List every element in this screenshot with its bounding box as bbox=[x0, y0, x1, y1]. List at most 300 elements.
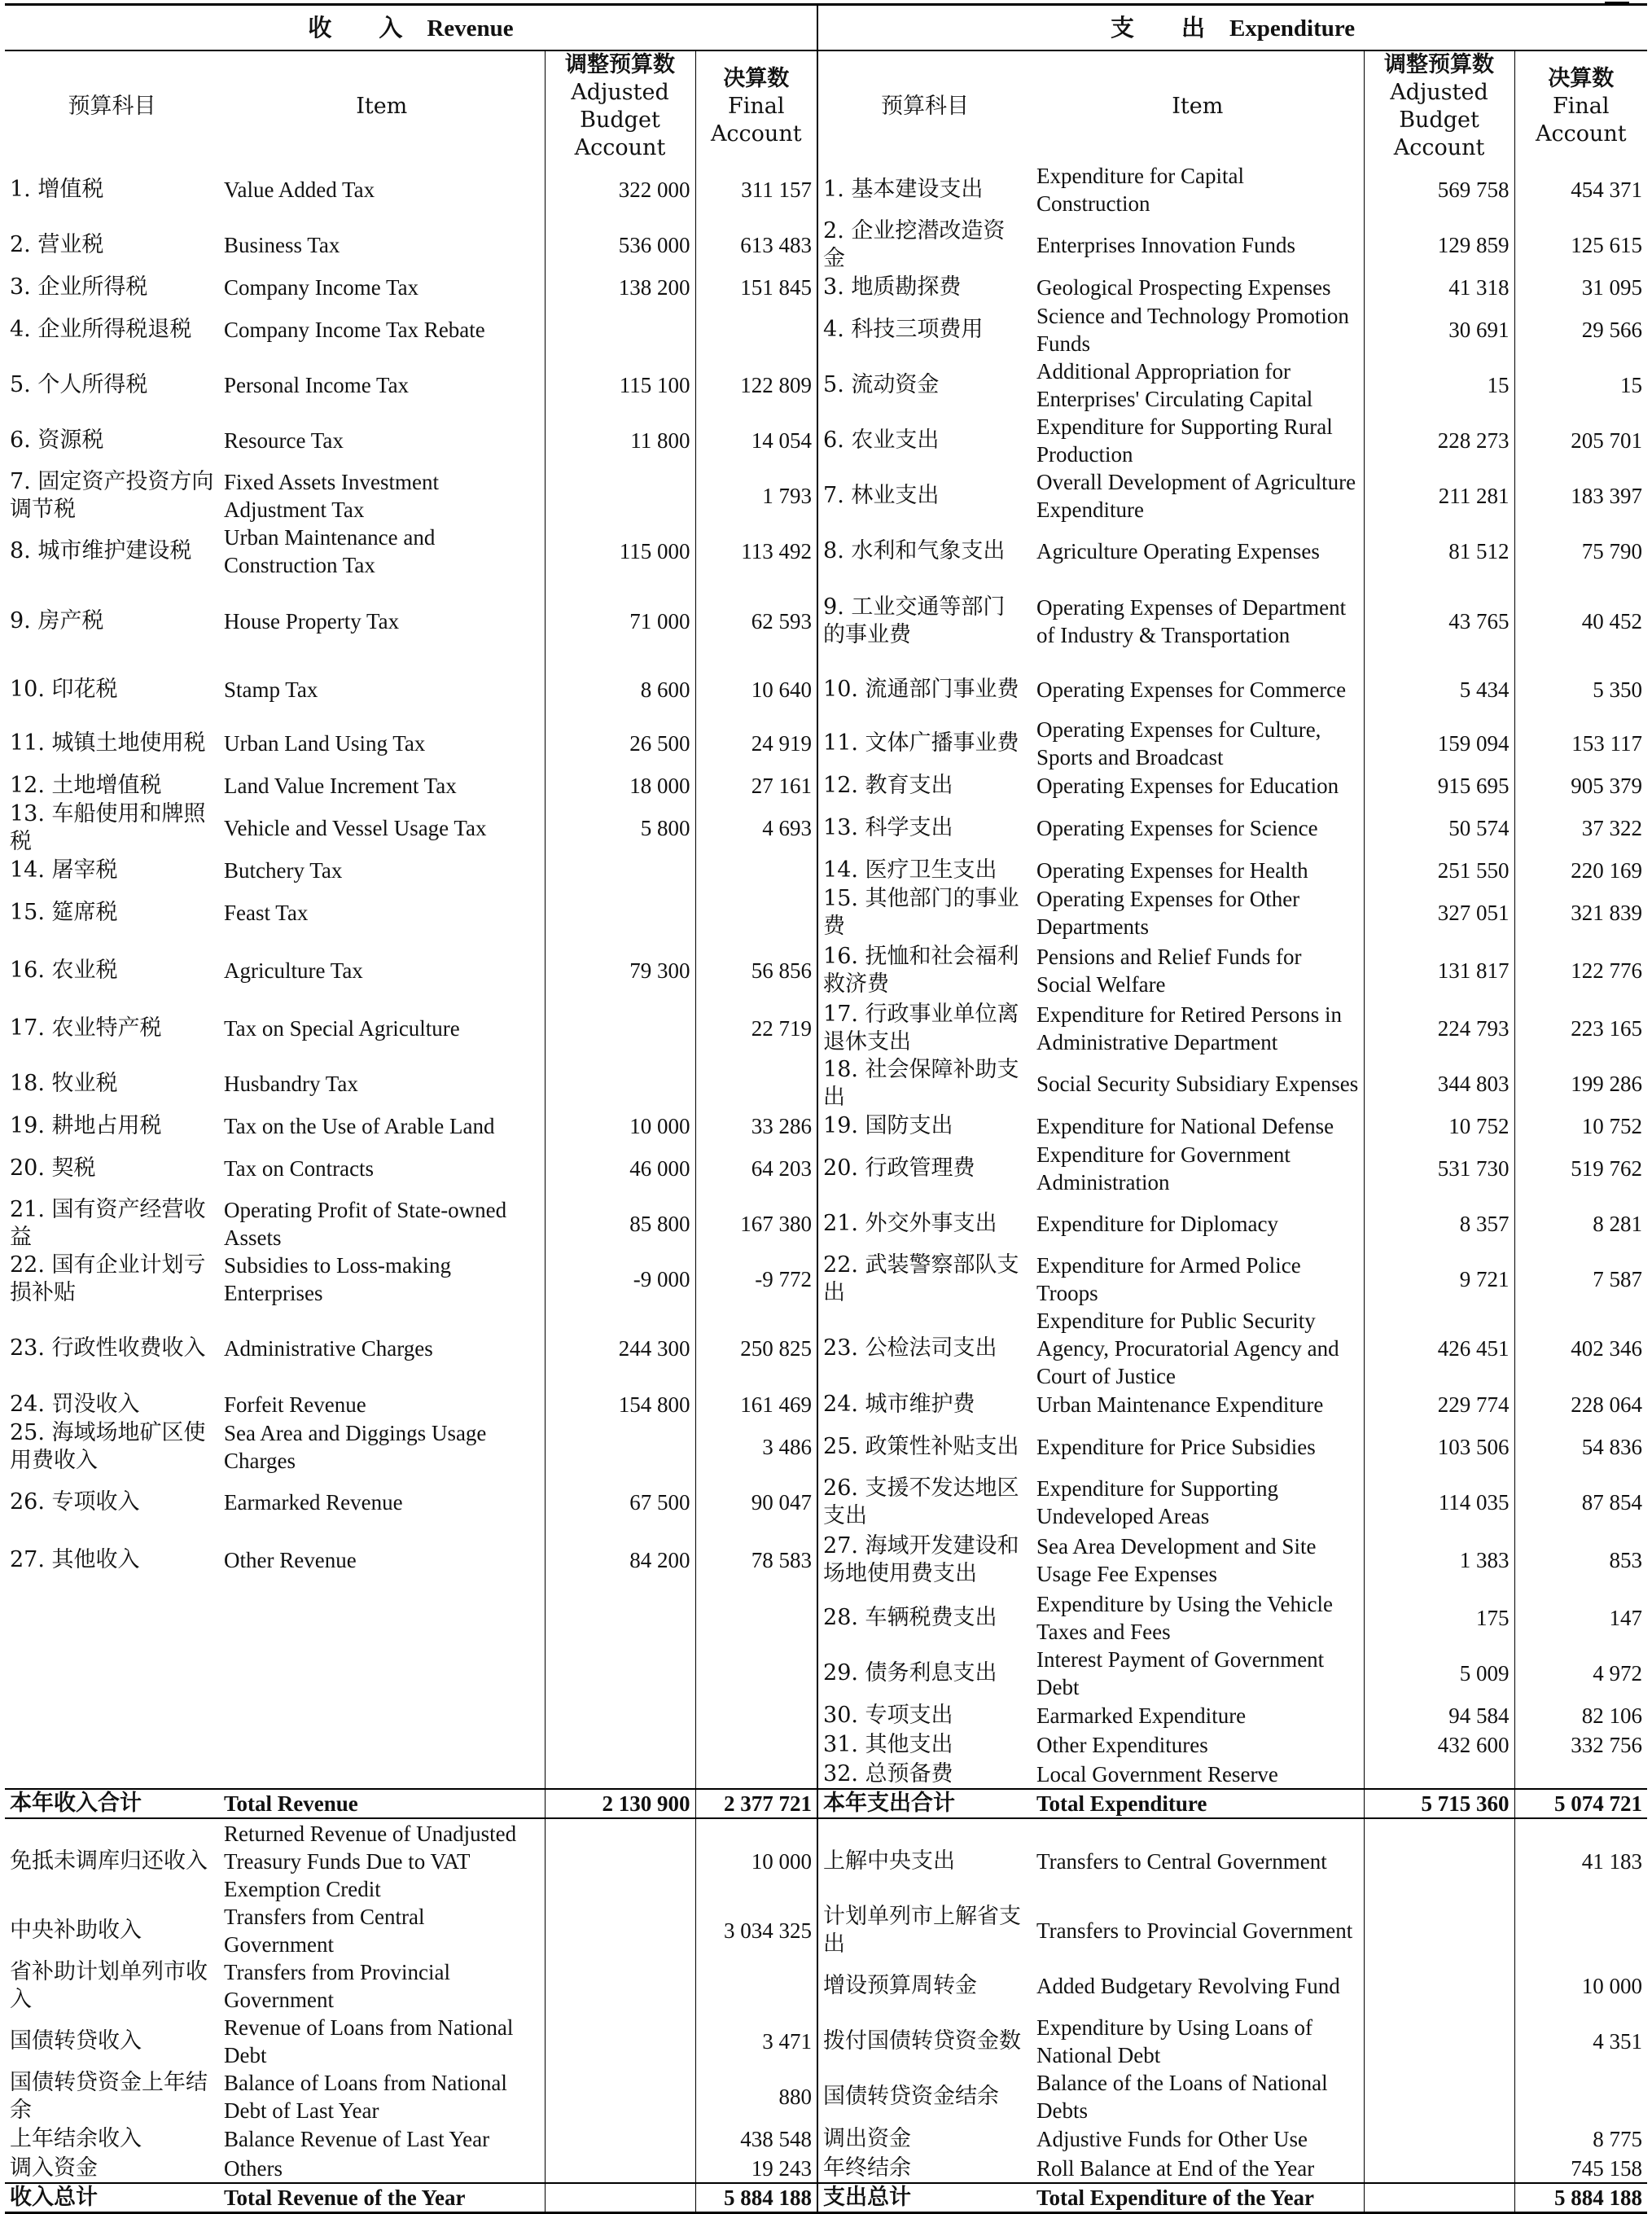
expenditure-subject: 17. 行政事业单位离退休支出 bbox=[823, 1002, 1019, 1054]
expenditure-subject: 1. 基本建设支出 bbox=[823, 177, 984, 202]
budget-table bbox=[5, 3, 1647, 2214]
revenue-subject: 1. 增值税 bbox=[10, 177, 104, 202]
expenditure-final: 853 bbox=[1609, 1548, 1643, 1572]
revenue-adjusted: 84 200 bbox=[545, 1530, 695, 1590]
total-section bbox=[5, 1789, 1647, 1818]
revenue-adjusted bbox=[545, 1760, 695, 1789]
grand-expenditure-en: Total Expenditure of the Year bbox=[1032, 2183, 1364, 2213]
revenue-subject: 19. 耕地占用税 bbox=[10, 1113, 162, 1138]
table-row bbox=[5, 1307, 1647, 1390]
revenue-subject: 9. 房产税 bbox=[10, 608, 104, 634]
expenditure-final: 54 836 bbox=[1581, 1435, 1643, 1459]
revenue-adjusted bbox=[545, 2124, 695, 2154]
expenditure-final: 745 158 bbox=[1571, 2155, 1643, 2181]
revenue-final bbox=[695, 1958, 817, 2014]
expenditure-adjusted bbox=[1364, 2124, 1514, 2154]
revenue-final: 14 054 bbox=[695, 413, 817, 468]
revenue-subject: 12. 土地增值税 bbox=[10, 773, 162, 798]
revenue-item: Company Income Tax bbox=[219, 273, 545, 302]
revenue-adjusted bbox=[545, 2069, 695, 2124]
revenue-item bbox=[219, 1701, 545, 1730]
revenue-subject: 调入资金 bbox=[10, 2155, 98, 2181]
revenue-adjusted bbox=[545, 856, 695, 885]
revenue-subject: 16. 农业税 bbox=[10, 958, 118, 983]
expenditure-item: Operating Expenses for Health bbox=[1032, 856, 1364, 885]
revenue-item: Other Revenue bbox=[219, 1530, 545, 1590]
expenditure-final: 40 452 bbox=[1581, 609, 1643, 634]
table-row bbox=[5, 1390, 1647, 1419]
expenditure-subject: 32. 总预备费 bbox=[823, 1760, 953, 1787]
expenditure-adjusted: 211 281 bbox=[1364, 468, 1514, 524]
revenue-adjusted: 71 000 bbox=[545, 579, 695, 664]
revenue-adjusted: 11 800 bbox=[545, 413, 695, 468]
expenditure-final: 82 106 bbox=[1581, 1703, 1643, 1728]
col-subject: 预算科目 bbox=[5, 50, 219, 162]
revenue-final: 24 919 bbox=[695, 716, 817, 771]
revenue-final bbox=[695, 1701, 817, 1730]
expenditure-subject: 24. 城市维护费 bbox=[823, 1392, 975, 1417]
table-row bbox=[5, 1818, 1647, 1903]
revenue-final: 62 593 bbox=[695, 579, 817, 664]
expenditure-item: Operating Expenses for Other Departments bbox=[1032, 885, 1364, 940]
revenue-subject: 23. 行政性收费收入 bbox=[10, 1335, 206, 1361]
revenue-adjusted bbox=[545, 1903, 695, 1958]
grand-expenditure-final: 5 884 188 bbox=[1514, 2183, 1647, 2213]
expenditure-subject: 30. 专项支出 bbox=[823, 1703, 953, 1728]
col-adjusted bbox=[545, 50, 695, 162]
expenditure-en: Expenditure bbox=[1229, 15, 1356, 42]
revenue-final: 151 845 bbox=[695, 273, 817, 302]
revenue-item: Transfers from Provincial Government bbox=[219, 1958, 545, 2014]
expenditure-item: Added Budgetary Revolving Fund bbox=[1032, 1958, 1364, 2014]
revenue-final bbox=[695, 1646, 817, 1701]
revenue-subject: 26. 专项收入 bbox=[10, 1489, 140, 1515]
expenditure-item: Expenditure for Capital Construction bbox=[1032, 162, 1364, 217]
revenue-adjusted bbox=[545, 2014, 695, 2069]
revenue-adjusted: 244 300 bbox=[545, 1307, 695, 1390]
table-row bbox=[5, 2014, 1647, 2069]
expenditure-final: 87 854 bbox=[1581, 1490, 1643, 1515]
expenditure-adjusted: 915 695 bbox=[1364, 771, 1514, 800]
expenditure-item: Operating Expenses for Culture, Sports and Broadcast bbox=[1032, 716, 1364, 771]
expenditure-item: Overall Development of Agriculture Expenditure bbox=[1032, 468, 1364, 524]
revenue-item: Operating Profit of State-owned Assets bbox=[219, 1196, 545, 1252]
table-row bbox=[5, 1701, 1647, 1730]
revenue-item: Stamp Tax bbox=[219, 664, 545, 716]
grand-revenue-final: 5 884 188 bbox=[695, 2183, 817, 2213]
expenditure-adjusted bbox=[1364, 1903, 1514, 1958]
expenditure-final: 29 566 bbox=[1581, 318, 1643, 342]
expenditure-subject: 20. 行政管理费 bbox=[823, 1155, 975, 1181]
revenue-final bbox=[695, 1760, 817, 1789]
revenue-adjusted bbox=[545, 1056, 695, 1111]
table-row bbox=[5, 1419, 1647, 1475]
revenue-adjusted bbox=[545, 1001, 695, 1056]
total-expenditure-cn: 本年支出合计 bbox=[817, 1789, 1032, 1818]
expenditure-adjusted: 5 009 bbox=[1364, 1646, 1514, 1701]
expenditure-subject: 28. 车辆税费支出 bbox=[823, 1605, 997, 1630]
expenditure-item: Expenditure for Diplomacy bbox=[1032, 1196, 1364, 1252]
expenditure-subject: 7. 林业支出 bbox=[823, 483, 940, 508]
table-row bbox=[5, 716, 1647, 771]
revenue-subject: 25. 海域场地矿区使用费收入 bbox=[10, 1420, 206, 1473]
expenditure-final: 5 350 bbox=[1593, 677, 1643, 702]
table-row bbox=[5, 1252, 1647, 1307]
revenue-subject: 4. 企业所得税退税 bbox=[10, 317, 192, 342]
table-row bbox=[5, 1475, 1647, 1530]
expenditure-final: 454 371 bbox=[1571, 178, 1643, 202]
total-row bbox=[5, 1789, 1647, 1818]
revenue-item bbox=[219, 1646, 545, 1701]
expenditure-subject: 22. 武装警察部队支出 bbox=[823, 1252, 1019, 1305]
revenue-final bbox=[695, 302, 817, 357]
expenditure-final: 8 281 bbox=[1593, 1212, 1643, 1236]
expenditure-final: 125 615 bbox=[1571, 233, 1643, 257]
expenditure-subject: 21. 外交外事支出 bbox=[823, 1211, 997, 1236]
expenditure-adjusted: 327 051 bbox=[1364, 885, 1514, 940]
table-row bbox=[5, 1903, 1647, 1958]
table-row bbox=[5, 1056, 1647, 1111]
column-header-row bbox=[5, 50, 1647, 162]
table-row bbox=[5, 468, 1647, 524]
revenue-adjusted bbox=[545, 302, 695, 357]
table-row bbox=[5, 1958, 1647, 2014]
revenue-subject: 国债转贷收入 bbox=[10, 2028, 142, 2054]
expenditure-final: 37 322 bbox=[1581, 816, 1643, 840]
expenditure-subject: 14. 医疗卫生支出 bbox=[823, 857, 997, 883]
col-subject-exp: 预算科目 bbox=[817, 50, 1032, 162]
revenue-adjusted bbox=[545, 1646, 695, 1701]
expenditure-subject: 2. 企业挖潜改造资金 bbox=[823, 218, 1006, 271]
expenditure-item: Social Security Subsidiary Expenses bbox=[1032, 1056, 1364, 1111]
expenditure-final: 519 762 bbox=[1571, 1156, 1643, 1181]
revenue-item: Butchery Tax bbox=[219, 856, 545, 885]
expenditure-subject: 16. 抚恤和社会福利救济费 bbox=[823, 944, 1019, 997]
revenue-final: 3 486 bbox=[695, 1419, 817, 1475]
revenue-adjusted: 115 000 bbox=[545, 524, 695, 579]
expenditure-adjusted bbox=[1364, 1760, 1514, 1789]
expenditure-subject: 13. 科学支出 bbox=[823, 815, 953, 840]
revenue-final bbox=[695, 1730, 817, 1760]
expenditure-subject: 计划单列市上解省支出 bbox=[823, 1904, 1022, 1957]
revenue-subject: 11. 城镇土地使用税 bbox=[10, 730, 206, 756]
expenditure-item: Interest Payment of Government Debt bbox=[1032, 1646, 1364, 1701]
expenditure-adjusted: 251 550 bbox=[1364, 856, 1514, 885]
revenue-final: 880 bbox=[695, 2069, 817, 2124]
revenue-final: 1 793 bbox=[695, 468, 817, 524]
expenditure-final: 15 bbox=[1620, 373, 1643, 397]
col-final-cn: 决算数 bbox=[723, 66, 790, 91]
revenue-final bbox=[695, 1590, 817, 1646]
expenditure-final bbox=[1514, 1760, 1647, 1789]
revenue-subject: 15. 筵席税 bbox=[10, 900, 118, 925]
expenditure-adjusted bbox=[1364, 2069, 1514, 2124]
revenue-final: 19 243 bbox=[695, 2154, 817, 2183]
grand-revenue-cn: 收入总计 bbox=[5, 2183, 219, 2213]
revenue-subject: 免抵未调库归还收入 bbox=[10, 1848, 208, 1874]
revenue-item: Tax on Contracts bbox=[219, 1141, 545, 1196]
revenue-final: 438 548 bbox=[695, 2124, 817, 2154]
expenditure-adjusted: 81 512 bbox=[1364, 524, 1514, 579]
expenditure-final: 220 169 bbox=[1571, 858, 1643, 883]
revenue-subject: 省补助计划单列市收入 bbox=[10, 1959, 208, 2012]
col-final-en2: Account bbox=[710, 121, 802, 147]
revenue-item: Balance Revenue of Last Year bbox=[219, 2124, 545, 2154]
expenditure-item: Expenditure for Supporting Undeveloped Areas bbox=[1032, 1475, 1364, 1530]
table-row bbox=[5, 1590, 1647, 1646]
expenditure-adjusted: 41 318 bbox=[1364, 273, 1514, 302]
expenditure-adjusted: 131 817 bbox=[1364, 940, 1514, 1001]
expenditure-subject: 8. 水利和气象支出 bbox=[823, 538, 1006, 563]
revenue-adjusted: 8 600 bbox=[545, 664, 695, 716]
table-row bbox=[5, 1646, 1647, 1701]
expenditure-final: 31 095 bbox=[1581, 275, 1643, 300]
expenditure-item: Adjustive Funds for Other Use bbox=[1032, 2124, 1364, 2154]
table-row bbox=[5, 217, 1647, 273]
expenditure-item: Roll Balance at End of the Year bbox=[1032, 2154, 1364, 2183]
grand-expenditure-adjusted bbox=[1364, 2183, 1514, 2213]
table-row bbox=[5, 800, 1647, 856]
revenue-item: Vehicle and Vessel Usage Tax bbox=[219, 800, 545, 856]
revenue-subject: 24. 罚没收入 bbox=[10, 1392, 140, 1417]
revenue-subject: 27. 其他收入 bbox=[10, 1547, 140, 1572]
col-adjusted-cn: 调整预算数 bbox=[565, 52, 675, 77]
revenue-subject: 5. 个人所得税 bbox=[10, 372, 148, 397]
revenue-subject bbox=[5, 1730, 219, 1760]
revenue-final: 161 469 bbox=[695, 1390, 817, 1419]
revenue-subject: 21. 国有资产经营收益 bbox=[10, 1197, 206, 1250]
revenue-final: 613 483 bbox=[695, 217, 817, 273]
grand-total-row bbox=[5, 2183, 1647, 2213]
corner-rule bbox=[1605, 2, 1629, 3]
expenditure-adjusted: 224 793 bbox=[1364, 1001, 1514, 1056]
revenue-final: 78 583 bbox=[695, 1530, 817, 1590]
revenue-section-header bbox=[5, 5, 817, 51]
expenditure-item: Other Expenditures bbox=[1032, 1730, 1364, 1760]
expenditure-item: Expenditure for Public Security Agency, Procuratorial Agency and Court of Justice bbox=[1032, 1307, 1364, 1390]
revenue-item: Earmarked Revenue bbox=[219, 1475, 545, 1530]
revenue-final: 10 640 bbox=[695, 664, 817, 716]
expenditure-subject: 上解中央支出 bbox=[823, 1848, 956, 1874]
expenditure-item: Operating Expenses for Education bbox=[1032, 771, 1364, 800]
expenditure-final: 10 752 bbox=[1581, 1114, 1643, 1138]
revenue-final bbox=[695, 856, 817, 885]
expenditure-item: Local Government Reserve bbox=[1032, 1760, 1364, 1789]
expenditure-item: Transfers to Provincial Government bbox=[1032, 1903, 1364, 1958]
expenditure-item: Operating Expenses of Department of Industry & Transportation bbox=[1032, 579, 1364, 664]
table-row bbox=[5, 1730, 1647, 1760]
col-adjusted-exp-en1: Adjusted Budget bbox=[1390, 80, 1488, 133]
revenue-adjusted bbox=[545, 885, 695, 940]
expenditure-subject: 25. 政策性补贴支出 bbox=[823, 1434, 1019, 1459]
expenditure-item: Geological Prospecting Expenses bbox=[1032, 273, 1364, 302]
table-row bbox=[5, 273, 1647, 302]
expenditure-final: 7 587 bbox=[1593, 1267, 1643, 1291]
revenue-subject: 8. 城市维护建设税 bbox=[10, 538, 192, 563]
expenditure-subject: 11. 文体广播事业费 bbox=[823, 730, 1019, 756]
revenue-item: Administrative Charges bbox=[219, 1307, 545, 1390]
expenditure-final: 205 701 bbox=[1571, 428, 1643, 453]
expenditure-item: Expenditure for Supporting Rural Production bbox=[1032, 413, 1364, 468]
revenue-adjusted: 46 000 bbox=[545, 1141, 695, 1196]
table-row bbox=[5, 856, 1647, 885]
table-row bbox=[5, 885, 1647, 940]
revenue-adjusted bbox=[545, 1419, 695, 1475]
expenditure-final: 122 776 bbox=[1571, 958, 1643, 983]
expenditure-final: 321 839 bbox=[1571, 901, 1643, 925]
revenue-item: Balance of Loans from National Debt of Last Year bbox=[219, 2069, 545, 2124]
section-header-row bbox=[5, 5, 1647, 51]
revenue-item: Business Tax bbox=[219, 217, 545, 273]
revenue-adjusted: 18 000 bbox=[545, 771, 695, 800]
revenue-final: 167 380 bbox=[695, 1196, 817, 1252]
expenditure-final: 183 397 bbox=[1571, 484, 1643, 508]
expenditure-adjusted bbox=[1364, 2154, 1514, 2183]
revenue-item: Feast Tax bbox=[219, 885, 545, 940]
expenditure-adjusted: 228 273 bbox=[1364, 413, 1514, 468]
expenditure-final: 153 117 bbox=[1571, 731, 1643, 756]
revenue-item: Value Added Tax bbox=[219, 162, 545, 217]
revenue-final: -9 772 bbox=[695, 1252, 817, 1307]
expenditure-adjusted: 103 506 bbox=[1364, 1419, 1514, 1475]
expenditure-final: 147 bbox=[1609, 1606, 1643, 1630]
expenditure-subject: 9. 工业交通等部门的事业费 bbox=[823, 594, 1006, 647]
revenue-subject: 上年结余收入 bbox=[10, 2126, 142, 2151]
revenue-adjusted: 5 800 bbox=[545, 800, 695, 856]
table-row bbox=[5, 1001, 1647, 1056]
revenue-adjusted bbox=[545, 1590, 695, 1646]
revenue-item: Personal Income Tax bbox=[219, 357, 545, 413]
table-row bbox=[5, 579, 1647, 664]
table-row bbox=[5, 1760, 1647, 1789]
table-row bbox=[5, 302, 1647, 357]
expenditure-adjusted: 531 730 bbox=[1364, 1141, 1514, 1196]
extra-rows bbox=[5, 1818, 1647, 2183]
revenue-final: 27 161 bbox=[695, 771, 817, 800]
expenditure-subject: 29. 债务利息支出 bbox=[823, 1660, 997, 1686]
expenditure-item: Urban Maintenance Expenditure bbox=[1032, 1390, 1364, 1419]
expenditure-adjusted: 159 094 bbox=[1364, 716, 1514, 771]
revenue-subject: 13. 车船使用和牌照税 bbox=[10, 801, 206, 854]
revenue-final: 250 825 bbox=[695, 1307, 817, 1390]
total-expenditure-en: Total Expenditure bbox=[1032, 1789, 1364, 1818]
revenue-cn: 收 入 bbox=[308, 13, 403, 42]
expenditure-adjusted: 129 859 bbox=[1364, 217, 1514, 273]
revenue-final: 33 286 bbox=[695, 1111, 817, 1141]
col-final-exp-en2: Account bbox=[1535, 121, 1627, 147]
col-final-exp bbox=[1514, 50, 1647, 162]
revenue-final: 10 000 bbox=[695, 1818, 817, 1903]
table-row bbox=[5, 1196, 1647, 1252]
revenue-subject: 2. 营业税 bbox=[10, 232, 104, 257]
expenditure-final: 4 351 bbox=[1593, 2029, 1643, 2054]
expenditure-subject: 6. 农业支出 bbox=[823, 427, 940, 453]
revenue-item: Tax on Special Agriculture bbox=[219, 1001, 545, 1056]
total-revenue-cn: 本年收入合计 bbox=[5, 1789, 219, 1818]
revenue-subject bbox=[5, 1760, 219, 1789]
expenditure-item: Expenditure by Using the Vehicle Taxes and Fees bbox=[1032, 1590, 1364, 1646]
expenditure-adjusted: 43 765 bbox=[1364, 579, 1514, 664]
grand-expenditure-cn: 支出总计 bbox=[817, 2183, 1032, 2213]
col-adjusted-en2: Account bbox=[574, 135, 666, 160]
revenue-item: Land Value Increment Tax bbox=[219, 771, 545, 800]
table-row bbox=[5, 2124, 1647, 2154]
expenditure-final: 905 379 bbox=[1571, 774, 1643, 798]
revenue-item: Fixed Assets Investment Adjustment Tax bbox=[219, 468, 545, 524]
expenditure-adjusted: 50 574 bbox=[1364, 800, 1514, 856]
revenue-final: 3 034 325 bbox=[695, 1903, 817, 1958]
expenditure-adjusted: 426 451 bbox=[1364, 1307, 1514, 1390]
expenditure-adjusted bbox=[1364, 1958, 1514, 2014]
expenditure-subject: 31. 其他支出 bbox=[823, 1732, 953, 1757]
expenditure-subject: 国债转贷资金结余 bbox=[823, 2084, 1000, 2109]
expenditure-subject: 增设预算周转金 bbox=[823, 1973, 978, 1998]
expenditure-adjusted: 569 758 bbox=[1364, 162, 1514, 217]
expenditure-adjusted: 5 434 bbox=[1364, 664, 1514, 716]
revenue-item: House Property Tax bbox=[219, 579, 545, 664]
revenue-item: Sea Area and Diggings Usage Charges bbox=[219, 1419, 545, 1475]
revenue-subject: 6. 资源税 bbox=[10, 427, 104, 453]
revenue-subject bbox=[5, 1701, 219, 1730]
expenditure-final: 199 286 bbox=[1571, 1072, 1643, 1096]
table-row bbox=[5, 524, 1647, 579]
table-row bbox=[5, 357, 1647, 413]
main-rows bbox=[5, 162, 1647, 1789]
expenditure-adjusted bbox=[1364, 2014, 1514, 2069]
revenue-adjusted: -9 000 bbox=[545, 1252, 695, 1307]
revenue-item bbox=[219, 1760, 545, 1789]
col-adjusted-exp-en2: Account bbox=[1393, 135, 1485, 160]
revenue-subject: 22. 国有企业计划亏损补贴 bbox=[10, 1252, 206, 1305]
expenditure-item: Additional Appropriation for Enterprises' Circulating Capital bbox=[1032, 357, 1364, 413]
expenditure-item: Science and Technology Promotion Funds bbox=[1032, 302, 1364, 357]
col-adjusted-en1: Adjusted Budget bbox=[571, 80, 669, 133]
expenditure-item: Balance of the Loans of National Debts bbox=[1032, 2069, 1364, 2124]
revenue-adjusted bbox=[545, 1730, 695, 1760]
revenue-final: 4 693 bbox=[695, 800, 817, 856]
expenditure-subject: 5. 流动资金 bbox=[823, 372, 940, 397]
expenditure-item: Earmarked Expenditure bbox=[1032, 1701, 1364, 1730]
revenue-subject: 18. 牧业税 bbox=[10, 1071, 118, 1096]
grand-revenue-adjusted bbox=[545, 2183, 695, 2213]
col-item: Item bbox=[219, 50, 545, 162]
revenue-final: 311 157 bbox=[695, 162, 817, 217]
revenue-subject: 国债转贷资金上年结余 bbox=[10, 2070, 208, 2123]
revenue-item: Urban Land Using Tax bbox=[219, 716, 545, 771]
expenditure-subject: 15. 其他部门的事业费 bbox=[823, 886, 1019, 939]
expenditure-subject: 23. 公检法司支出 bbox=[823, 1335, 997, 1361]
revenue-item: Company Income Tax Rebate bbox=[219, 302, 545, 357]
expenditure-final: 228 064 bbox=[1571, 1392, 1643, 1417]
col-final-en1: Final bbox=[728, 94, 785, 119]
expenditure-adjusted: 9 721 bbox=[1364, 1252, 1514, 1307]
revenue-subject: 7. 固定资产投资方向调节税 bbox=[10, 469, 214, 522]
revenue-final: 56 856 bbox=[695, 940, 817, 1001]
table-row bbox=[5, 1530, 1647, 1590]
expenditure-adjusted: 30 691 bbox=[1364, 302, 1514, 357]
expenditure-final bbox=[1514, 2069, 1647, 2124]
expenditure-adjusted: 10 752 bbox=[1364, 1111, 1514, 1141]
expenditure-item: Expenditure for National Defense bbox=[1032, 1111, 1364, 1141]
expenditure-item: Operating Expenses for Commerce bbox=[1032, 664, 1364, 716]
expenditure-subject: 27. 海域开发建设和场地使用费支出 bbox=[823, 1533, 1019, 1586]
expenditure-final: 75 790 bbox=[1581, 539, 1643, 563]
col-final-exp-en1: Final bbox=[1553, 94, 1610, 119]
expenditure-final: 10 000 bbox=[1581, 1974, 1643, 1998]
revenue-adjusted bbox=[545, 1818, 695, 1903]
total-revenue-adjusted: 2 130 900 bbox=[545, 1789, 695, 1818]
expenditure-item: Enterprises Innovation Funds bbox=[1032, 217, 1364, 273]
